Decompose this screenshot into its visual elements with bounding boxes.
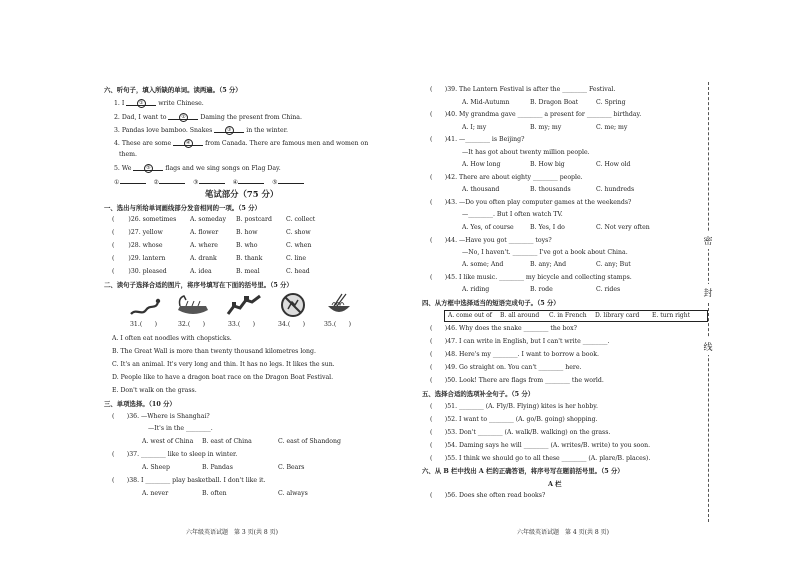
option-a[interactable]: A. riding [462, 286, 490, 293]
phrase-word-box [444, 310, 708, 322]
answer-label: ⑤ [272, 179, 278, 186]
pron-item [112, 216, 176, 224]
picture-answer-35[interactable]: 35.( ) [324, 321, 352, 328]
item-text: 1. I [114, 100, 125, 107]
question-45: ( )45. I like music. ________ my bicycle and collecting stamps. [430, 274, 632, 281]
item-text: 3. Pandas love bamboo. Snakes [114, 127, 213, 134]
picture-section-title: 二、读句子选择合适的图片，将序号填写在下面的括号里。（5 分） [104, 281, 293, 289]
option-c[interactable]: C. Not very often [596, 224, 650, 231]
question: )29. lantern [128, 255, 166, 262]
option-a[interactable]: A. where [190, 242, 218, 249]
question-50: ( )50. Look! There are flags from ________ the world. [430, 377, 604, 384]
option-b[interactable]: B. rode [530, 286, 553, 293]
pron-item [112, 255, 165, 263]
option-b[interactable]: B. who [236, 242, 258, 249]
question-54: ( )54. Daming says he will ________ (A. writes/B. write) to you soon. [430, 442, 651, 449]
pron-item [112, 268, 167, 276]
matching-section-title: 六、从 B 栏中找出 A 栏的正确答语，将序号写在题前括号里。（5 分） [422, 467, 624, 475]
question-49: ( )49. Go straight on. You can't ________ here. [430, 364, 582, 371]
blank-number: ② [179, 113, 188, 122]
blank-number: ⑤ [144, 164, 153, 173]
paren: ( [112, 229, 115, 236]
option-a[interactable]: A. How long [462, 161, 501, 168]
blank-number: ① [137, 99, 146, 108]
seal-char-feng: 封 [700, 284, 716, 301]
answer-line-row [114, 177, 304, 187]
column-a-heading: A 栏 [548, 480, 562, 488]
option-a[interactable]: A. drank [190, 255, 217, 262]
sentence-option: D. People like to have a dragon boat race on the Dragon Boat Festival. [112, 374, 334, 381]
question-39: ( )39. The Lantern Festival is after the ________ Festival. [430, 86, 616, 93]
paren: ( [112, 216, 115, 223]
option-a[interactable]: A. Mid-Autumn [462, 99, 510, 106]
option-a[interactable]: A. some; And [462, 261, 504, 268]
answer-label: ① [114, 179, 120, 186]
option-a[interactable]: A. Yes, of course [462, 224, 514, 231]
answer-blank[interactable] [133, 164, 163, 171]
sentence-option: B. The Great Wall is more than twenty thousand kilometres long. [112, 348, 316, 355]
option-a[interactable]: A. someday [190, 216, 226, 223]
seal-char-mi: 密 [700, 232, 716, 249]
answer-blank[interactable] [168, 113, 198, 120]
option-b[interactable]: B. often [202, 490, 227, 497]
great-wall-icon [226, 292, 262, 318]
seal-char-xian: 线 [700, 338, 716, 355]
question-56: ( )56. Does she often read books? [430, 492, 546, 499]
question-42: ( )42. There are about eighty ________ people. [430, 174, 583, 181]
question-37: ( )37. ________ like to sleep in winter. [112, 451, 238, 458]
phrase-option: B. all around [500, 312, 540, 319]
question-43: ( )43. —Do you often play computer games at the weekends? [430, 199, 632, 206]
answer-line[interactable] [278, 177, 304, 184]
option-c[interactable]: C. Spring [596, 99, 626, 106]
option-c[interactable]: C. me; my [596, 124, 628, 131]
question-48: ( )48. Here's my ________. I want to borrow a book. [430, 351, 599, 358]
option-b[interactable]: B. Dragon Boat [530, 99, 579, 106]
phrase-option: A. come out of [448, 312, 492, 319]
option-c[interactable]: C. any; But [596, 261, 631, 268]
answer-label: ② [153, 179, 160, 186]
paren: ( [112, 255, 115, 262]
option-b[interactable]: B. any; And [530, 261, 567, 268]
option-a[interactable]: A. west of China [142, 438, 194, 445]
listening-item-3 [114, 126, 288, 135]
question-47: ( )47. I can write in English, but I can't write ________. [430, 338, 610, 345]
question: )26. sometimes [128, 216, 177, 223]
question: )27. yellow [128, 229, 163, 236]
item-text: Daming the present from China. [200, 114, 302, 121]
option-b[interactable]: B. Pandas [202, 464, 233, 471]
sentence-option: A. I often eat noodles with chopsticks. [112, 335, 232, 342]
item-text: 4. These are some [114, 140, 172, 147]
answer-blank[interactable] [126, 99, 156, 106]
option-a[interactable]: A. Sheep [142, 464, 170, 471]
answer-blank[interactable] [173, 139, 203, 146]
option-b[interactable]: B. my; my [530, 124, 562, 131]
question-43-line2: —________. But I often watch TV. [462, 211, 563, 218]
listening-item-4 [114, 139, 368, 148]
answer-label: ④ [232, 179, 239, 186]
page-footer-left: 六年级英语试题 第 3 页(共 8 页) [186, 529, 278, 536]
no-walking-on-grass-icon [280, 292, 306, 318]
answer-line[interactable] [120, 177, 146, 184]
paren: ( [112, 268, 115, 275]
question-55: ( )55. I think we should go to all these ________ (A. plare/B. places). [430, 455, 651, 462]
answer-line[interactable] [159, 177, 185, 184]
question-53: ( )53. Don't ________ (A. walk/B. walking) on the grass. [430, 429, 611, 436]
seal-line [708, 82, 709, 522]
option-c[interactable]: C. east of Shandong [278, 438, 341, 445]
listening-section-title: 六、听句子，填入所缺的单词。读两遍。（5 分） [104, 86, 242, 94]
question-46: ( )46. Why does the snake ________ the box? [430, 325, 577, 332]
listening-item-1 [114, 99, 204, 108]
phrase-option: D. library card [595, 312, 640, 319]
option-c[interactable]: C. rides [596, 286, 621, 293]
question-41: ( )41. —________ is Beijing? [430, 136, 525, 143]
option-c[interactable]: C. when [286, 242, 312, 249]
item-text: 2. Dad, I want to [114, 114, 167, 121]
question-36-line2: —It's in the ________. [148, 425, 213, 432]
picture-answer-34[interactable]: 34.( ) [278, 321, 306, 328]
option-b[interactable]: B. how [236, 229, 258, 236]
phrase-option: E. turn right [652, 312, 691, 319]
phrase-option: C. in French [549, 312, 587, 319]
option-c[interactable]: C. head [286, 268, 310, 275]
picture-answer-32[interactable]: 32.( ) [178, 321, 206, 328]
question-44: ( )44. —Have you got ________ toys? [430, 237, 552, 244]
answer-line[interactable] [199, 177, 225, 184]
pronunciation-section-title: 一、选出与所给单词画线部分发音相同的一项。（5 分） [104, 204, 261, 212]
option-b[interactable]: B. thousands [530, 186, 571, 193]
option-c[interactable]: C. collect [286, 216, 316, 223]
option-b[interactable]: B. thank [236, 255, 263, 262]
option-c[interactable]: C. line [286, 255, 307, 262]
option-c[interactable]: C. hundreds [596, 186, 635, 193]
noodles-icon [324, 292, 354, 318]
listening-item-5 [114, 164, 281, 173]
question-44-line2: —No, I haven't. ________ I've got a book about China. [462, 249, 628, 256]
written-part-heading: 笔试部分（75 分） [205, 189, 279, 199]
option-b[interactable]: B. meal [236, 268, 260, 275]
option-c[interactable]: C. always [278, 490, 308, 497]
question-52: ( )52. I want to ________ (A. go/B. going) shopping. [430, 416, 598, 423]
blank-number: ④ [184, 139, 193, 148]
answer-line[interactable] [238, 177, 264, 184]
option-c[interactable]: C. show [286, 229, 311, 236]
option-a[interactable]: A. flower [190, 229, 219, 236]
listening-item-2 [114, 113, 302, 122]
item-text: from Canada. There are famous men and women on [205, 140, 369, 147]
question: )30. pleased [128, 268, 167, 275]
question-51: ( )51. ________ (A. Fly/B. Flying) kites is her hobby. [430, 403, 598, 410]
item-continuation: them. [119, 151, 137, 158]
picture-answer-33[interactable]: 33.( ) [228, 321, 256, 328]
option-b[interactable]: B. postcard [236, 216, 272, 223]
question-40: ( )40. My grandma gave ________ a present for ________ birthday. [430, 111, 642, 118]
paren: ( [112, 242, 115, 249]
fill-choice-section-title: 五、选择合适的选项补全句子。（5 分） [422, 390, 535, 398]
dragon-boat-icon [176, 292, 210, 318]
option-a[interactable]: A. I; my [462, 124, 487, 131]
pron-item [112, 229, 163, 237]
item-text: in the winter. [246, 127, 288, 134]
sentence-option: E. Don't walk on the grass. [112, 387, 197, 394]
item-text: write Chinese. [158, 100, 204, 107]
answer-label: ③ [193, 179, 199, 186]
blank-number: ③ [225, 126, 234, 135]
pron-item [112, 242, 163, 250]
option-c[interactable]: C. How old [596, 161, 631, 168]
question: )28. whose [128, 242, 163, 249]
option-b[interactable]: B. Yes, I do [530, 224, 565, 231]
option-a[interactable]: A. thousand [462, 186, 500, 193]
question-41-line2: —It has got about twenty million people. [462, 149, 590, 156]
question-38: ( )38. I ________ play basketball. I don't like it. [112, 477, 266, 484]
page-footer-right: 六年级英语试题 第 4 页(共 8 页) [517, 529, 609, 536]
answer-blank[interactable] [214, 126, 244, 133]
item-text: flags and we sing songs on Flag Day. [165, 165, 281, 172]
multiple-choice-section-title: 三、单项选择。（10 分） [104, 400, 176, 408]
snake-icon [128, 294, 162, 318]
option-c[interactable]: C. Bears [278, 464, 305, 471]
option-b[interactable]: B. east of China [202, 438, 252, 445]
phrase-section-title: 四、从方框中选择适当的短语完成句子。（5 分） [422, 299, 560, 307]
sentence-option: C. It's an animal. It's very long and thin. It has no legs. It likes the sun. [112, 361, 335, 368]
picture-answer-31[interactable]: 31.( ) [130, 321, 158, 328]
question-36: ( )36. —Where is Shanghai? [112, 413, 210, 420]
option-a[interactable]: A. never [142, 490, 169, 497]
item-text: 5. We [114, 165, 132, 172]
option-b[interactable]: B. How big [530, 161, 565, 168]
option-a[interactable]: A. idea [190, 268, 212, 275]
